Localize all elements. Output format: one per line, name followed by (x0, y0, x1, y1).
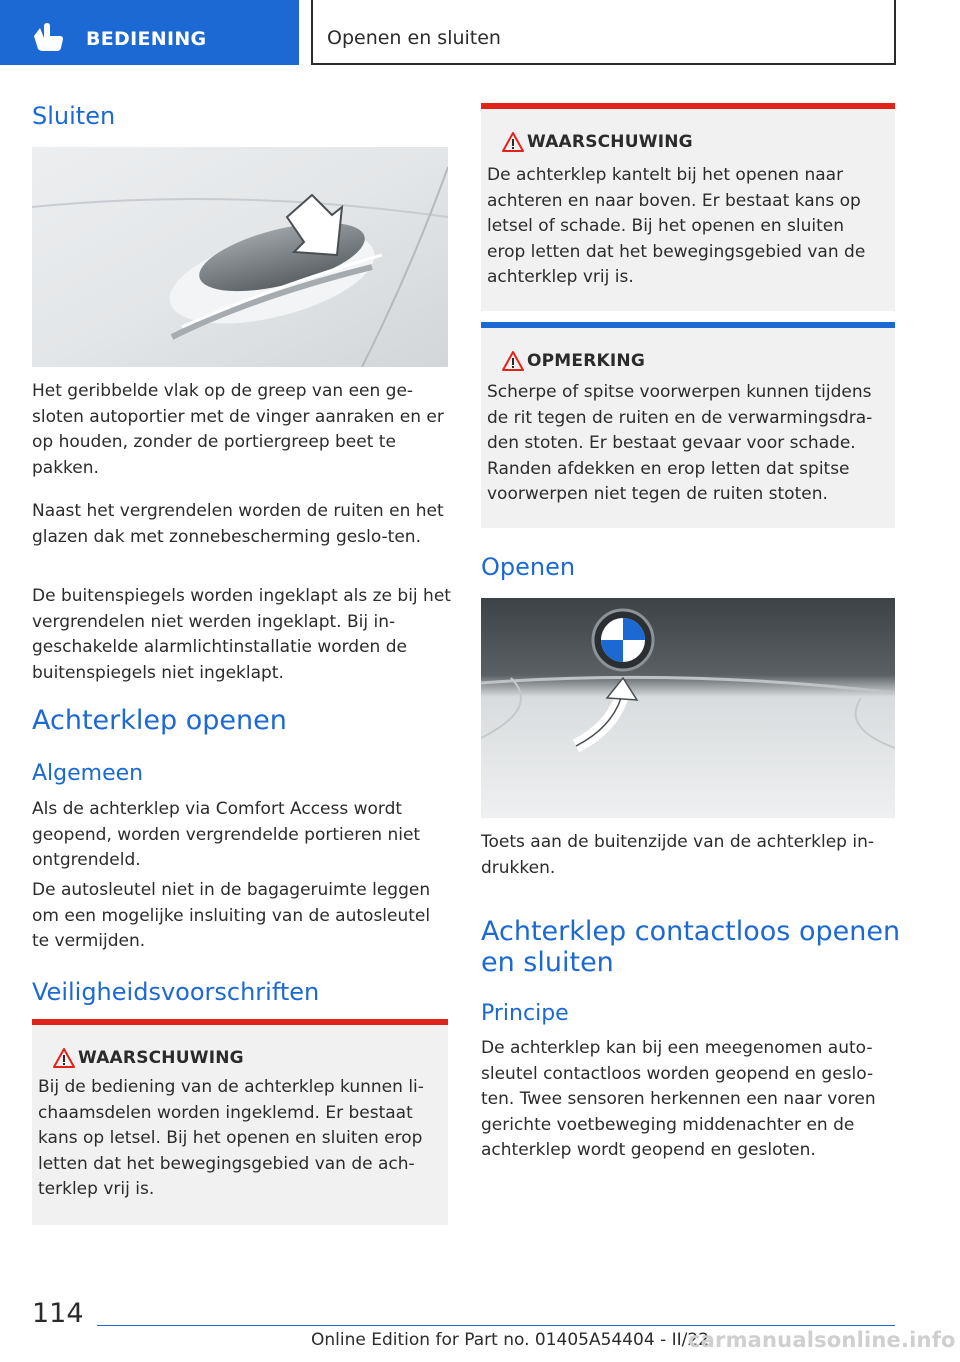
heading-contactloos: Achterklep contactloos openen en sluiten (481, 916, 901, 978)
note-box (481, 322, 895, 528)
footer-divider (97, 1325, 895, 1326)
note-triangle-icon (501, 350, 525, 372)
heading-principe: Principe (481, 1001, 569, 1026)
note-text: Scherpe of spitse voorwerpen kunnen tijdens de rit tegen de ruiten en de verwarmingsdra-den stoten. Er bestaat gevaar voor schade. Randen afdekken en erop letten dat spitse voorwerpen niet tegen de ruiten stoten. (487, 382, 873, 504)
heading-openen: Openen (481, 553, 576, 581)
tailgate-illustration (481, 598, 895, 818)
section-label: BEDIENING (86, 28, 207, 50)
warning-bar (32, 1019, 448, 1025)
door-handle-photo (32, 147, 448, 367)
paragraph-principe: De achterklep kan bij een meegenomen auto-sleutel contactloos worden geopend en geslo-ten. Twee sensoren herkennen een naar voren gerichte voetbeweging middenachter en de achterklep wordt geopend en gesloten. (481, 1038, 876, 1160)
page-number: 114 (32, 1298, 84, 1329)
hand-pointer-icon (30, 22, 64, 52)
warning-bar (481, 103, 895, 109)
page-title-box (311, 0, 896, 65)
paragraph-algemeen-1: Als de achterklep via Comfort Access wordt geopend, worden vergrendelde portieren niet ontgrendeld. (32, 799, 421, 870)
warning-title: WAARSCHUWING (78, 1048, 244, 1068)
note-title: OPMERKING (527, 351, 646, 371)
warning-text: De achterklep kantelt bij het openen naar achteren en naar boven. Er bestaat kans op letsel of schade. Bij het openen en sluiten erop letten dat het bewegingsgebied van de achterklep vrij is. (487, 165, 866, 287)
door-handle-illustration (32, 147, 448, 367)
section-tab (0, 0, 299, 65)
warning-triangle-icon (52, 1047, 76, 1069)
paragraph-sluiten-2: Naast het vergrendelen worden de ruiten en het glazen dak met zonnebescherming geslo-ten. (32, 501, 444, 547)
warning-title: WAARSCHUWING (527, 132, 693, 152)
watermark: carmanualsonline.info (688, 1328, 956, 1352)
heading-veiligheidsvoorschriften: Veiligheidsvoorschriften (32, 978, 320, 1006)
warning-box-left (32, 1019, 448, 1225)
heading-achterklep-openen: Achterklep openen (32, 705, 287, 736)
edition-text: Online Edition for Part no. 01405A54404 - II/22 (311, 1330, 710, 1350)
paragraph-algemeen-2: De autosleutel niet in de bagageruimte leggen om een mogelijke insluiting van de autosleutel te vermijden. (32, 880, 431, 951)
warning-triangle-icon (501, 131, 525, 153)
paragraph-sluiten-1: Het geribbelde vlak op de greep van een ge-sloten autoportier met de vinger aanraken en er op houden, zonder de portiergreep beet te pakken. (32, 381, 444, 478)
note-bar (481, 322, 895, 328)
paragraph-openen: Toets aan de buitenzijde van de achterklep in-drukken. (481, 832, 874, 878)
page-title: Openen en sluiten (327, 27, 501, 49)
heading-sluiten: Sluiten (32, 102, 116, 130)
heading-algemeen: Algemeen (32, 761, 144, 786)
warning-text: Bij de bediening van de achterklep kunnen li-chaamsdelen worden ingeklemd. Er bestaat kans op letsel. Bij het openen en sluiten erop letten dat het bewegingsgebied van de ach-terklep vrij is. (38, 1077, 424, 1199)
paragraph-sluiten-3: De buitenspiegels worden ingeklapt als ze bij het vergrendelen niet werden ingeklapt. Bij in-geschakelde alarmlichtinstallatie worden de buitenspiegels niet ingeklapt. (32, 586, 451, 683)
warning-box-right (481, 103, 895, 311)
tailgate-button-photo (481, 598, 895, 818)
